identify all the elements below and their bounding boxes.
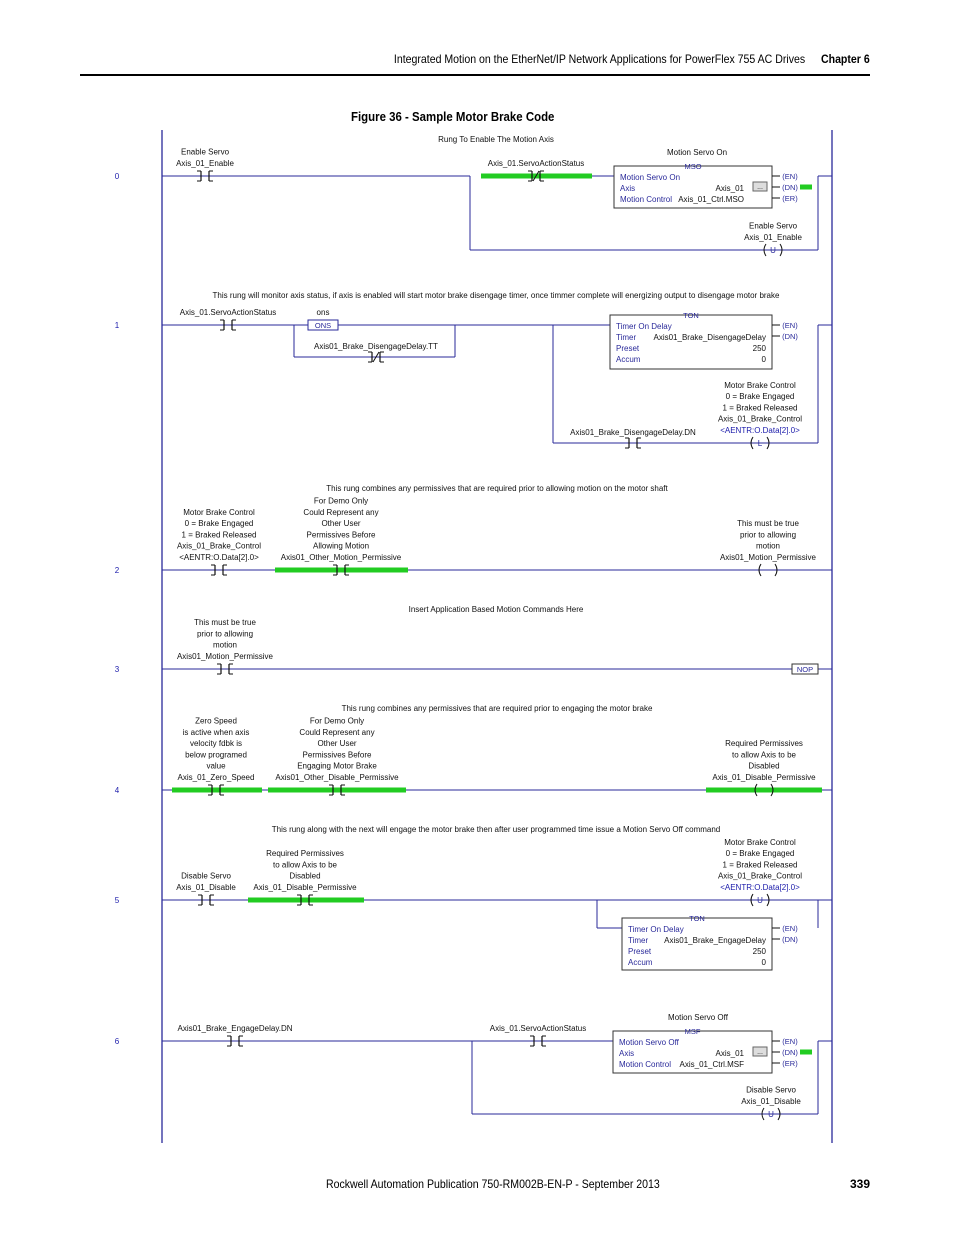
browse-ellipsis: ... <box>757 1049 763 1056</box>
nop-label: NOP <box>796 665 814 674</box>
contact-description: Engaging Motor Brake <box>297 761 377 771</box>
block-output-en: (EN) <box>782 1037 798 1046</box>
contact-description: Permissives Before <box>302 750 372 760</box>
contact-description: 1 = Braked Released <box>181 530 257 540</box>
footer-publication: Rockwell Automation Publication 750-RM002B-EN-P - September 2013 <box>326 1177 660 1191</box>
contact-description: Could Represent any <box>299 727 375 737</box>
coil-description: This must be true <box>737 519 799 529</box>
coil-description: 1 = Braked Released <box>722 860 798 870</box>
block-type: TON <box>689 914 705 923</box>
rung-number: 3 <box>114 665 120 674</box>
coil-tag: Axis01_Motion_Permissive <box>719 553 817 562</box>
block-output-er: (ER) <box>782 194 798 203</box>
contact-tag: Axis01_Motion_Permissive <box>176 652 274 661</box>
rung-comment: This rung will monitor axis status, if axis is enabled will start motor brake disengage timer, once timmer complete will energizing output to disengage motor brake <box>212 291 780 300</box>
contact-description: 0 = Brake Engaged <box>184 519 254 529</box>
block-param-value: 250 <box>752 947 766 956</box>
rung-number: 4 <box>114 786 120 795</box>
block-param-name: Motion Control <box>619 1060 672 1069</box>
coil-tag: Axis_01_Enable <box>744 233 802 242</box>
rung-number: 0 <box>114 172 120 181</box>
contact-tag: Axis01_Other_Motion_Permissive <box>280 553 402 562</box>
rung-number: 5 <box>114 896 120 905</box>
page-number: 339 <box>849 1177 870 1191</box>
header-title: Integrated Motion on the EtherNet/IP Network Applications for PowerFlex 755 AC Drives <box>394 52 806 66</box>
contact-tag: Axis_01_Disable_Permissive <box>253 883 357 892</box>
block-param-value: Axis_01_Ctrl.MSO <box>678 195 744 204</box>
rung-number: 1 <box>114 321 120 330</box>
browse-ellipsis: ... <box>757 184 763 191</box>
contact-description: value <box>206 761 226 771</box>
block-name: Timer On Delay <box>628 925 684 934</box>
contact-tag: Axis_01_Enable <box>176 159 234 168</box>
coil-description: 1 = Braked Released <box>722 403 798 413</box>
contact-description: This must be true <box>194 618 256 628</box>
block-output-en: (EN) <box>782 172 798 181</box>
block-param-name: Motion Control <box>620 195 673 204</box>
block-param-value: Axis_01_Ctrl.MSF <box>679 1060 744 1069</box>
block-description: Motion Servo On <box>666 148 728 157</box>
contact-description: Zero Speed <box>195 716 237 726</box>
block-output-en: (EN) <box>782 321 798 330</box>
contact-tag: ons <box>316 308 330 317</box>
coil-description: motion <box>755 541 781 551</box>
energized-output <box>800 1050 812 1055</box>
block-param-value: Axis_01 <box>715 1049 744 1058</box>
contact-description: Required Permissives <box>266 849 344 859</box>
block-output-er: (ER) <box>782 1059 798 1068</box>
ons-label: ONS <box>314 321 332 330</box>
block-type: TON <box>683 311 699 320</box>
energized-highlight <box>268 788 406 793</box>
block-param-value: 250 <box>752 344 766 353</box>
block-name: Timer On Delay <box>616 322 672 331</box>
coil-description: Axis_01_Brake_Control <box>717 414 803 424</box>
contact-description: to allow Axis to be <box>272 860 338 870</box>
coil-description: Enable Servo <box>748 221 798 231</box>
coil-tag: Axis_01_Disable_Permissive <box>712 773 816 782</box>
coil-symbol: U <box>768 1110 774 1119</box>
block-param-name: Timer <box>616 333 637 342</box>
contact-description: is active when axis <box>182 727 250 737</box>
contact-tag: <AENTR:O.Data[2].0> <box>179 553 259 562</box>
block-type: MSO <box>684 162 702 171</box>
block-name: Motion Servo Off <box>619 1038 679 1047</box>
rung-comment: This rung combines any permissives that are required prior to engaging the motor brake <box>341 704 653 713</box>
contact-description: motion <box>212 640 238 650</box>
block-param-value: Axis01_Brake_DisengageDelay <box>653 333 766 342</box>
contact-description: Other User <box>321 519 361 529</box>
block-param-name: Accum <box>616 355 641 364</box>
coil-description: Axis_01_Brake_Control <box>717 871 803 881</box>
block-param-value: 0 <box>761 958 766 967</box>
contact-description: For Demo Only <box>309 716 365 726</box>
header-chapter: Chapter 6 <box>821 52 870 66</box>
block-output-dn: (DN) <box>782 1048 798 1057</box>
block-description: Motion Servo Off <box>668 1013 728 1022</box>
contact-description: Disabled <box>289 871 321 881</box>
rung-number: 6 <box>114 1037 120 1046</box>
contact-tag: Axis_01.ServoActionStatus <box>179 308 277 317</box>
energized-output <box>800 185 812 190</box>
contact-description: Permissives Before <box>306 530 376 540</box>
block-param-name: Accum <box>628 958 653 967</box>
rung-number: 2 <box>114 566 120 575</box>
rung-comment: Rung To Enable The Motion Axis <box>438 135 554 144</box>
coil-symbol: L <box>757 439 763 448</box>
coil-description: prior to allowing <box>739 530 797 540</box>
block-param-name: Axis <box>620 184 636 193</box>
coil-description: to allow Axis to be <box>731 750 797 760</box>
block-output-dn: (DN) <box>782 332 798 341</box>
contact-description: velocity fdbk is <box>189 739 243 749</box>
coil-description: Disabled <box>748 761 780 771</box>
contact-tag: Axis01_Brake_EngageDelay.DN <box>177 1024 293 1033</box>
contact-description: below programed <box>185 750 247 760</box>
contact-tag: Axis_01_Disable <box>176 883 236 892</box>
block-output-dn: (DN) <box>782 183 798 192</box>
block-output-dn: (DN) <box>782 935 798 944</box>
coil-tag: <AENTR:O.Data[2].0> <box>720 883 800 892</box>
coil-symbol: U <box>770 246 776 255</box>
block-param-value: 0 <box>761 355 766 364</box>
coil-tag: Axis_01_Disable <box>741 1097 801 1106</box>
contact-description: Could Represent any <box>303 507 379 517</box>
rung-comment: This rung combines any permissives that are required prior to allowing motion on the motor shaft <box>326 484 668 493</box>
block-param-name: Preset <box>628 947 652 956</box>
contact-tag: Axis_01.ServoActionStatus <box>487 159 585 168</box>
contact-description: Allowing Motion <box>312 541 370 551</box>
block-type: MSF <box>684 1027 701 1036</box>
contact-description: prior to allowing <box>196 629 254 639</box>
block-name: Motion Servo On <box>620 173 681 182</box>
block-param-name: Preset <box>616 344 640 353</box>
coil-description: Required Permissives <box>725 739 803 749</box>
block-param-name: Axis <box>619 1049 635 1058</box>
coil-symbol: U <box>757 896 763 905</box>
coil-description: Disable Servo <box>746 1085 796 1095</box>
energized-highlight <box>172 788 262 793</box>
coil-description: 0 = Brake Engaged <box>725 849 795 859</box>
energized-highlight <box>248 898 364 903</box>
contact-tag: Axis01_Brake_DisengageDelay.TT <box>314 342 438 351</box>
contact-description: For Demo Only <box>313 496 369 506</box>
contact-tag: Axis01_Other_Disable_Permissive <box>275 773 399 782</box>
coil-description: Motor Brake Control <box>724 837 796 847</box>
coil-description: Motor Brake Control <box>724 380 796 390</box>
contact-description: Axis_01_Brake_Control <box>176 541 262 551</box>
contact-description: Disable Servo <box>181 871 231 881</box>
contact-tag: Axis_01.ServoActionStatus <box>489 1024 587 1033</box>
coil-description: 0 = Brake Engaged <box>725 392 795 402</box>
block-param-value: Axis01_Brake_EngageDelay <box>664 936 766 945</box>
figure-title: Figure 36 - Sample Motor Brake Code <box>351 109 555 124</box>
block-output-en: (EN) <box>782 924 798 933</box>
contact-description: Enable Servo <box>180 147 230 157</box>
contact-description: Motor Brake Control <box>183 507 255 517</box>
energized-highlight <box>706 788 822 793</box>
rung-comment: Insert Application Based Motion Commands Here <box>408 605 584 614</box>
contact-description: Other User <box>317 739 357 749</box>
block-param-value: Axis_01 <box>715 184 744 193</box>
block-param-name: Timer <box>628 936 649 945</box>
rung-comment: This rung along with the next will engage the motor brake then after user programmed time issue a Motion Servo Off command <box>271 825 721 834</box>
energized-highlight <box>275 568 408 573</box>
coil-tag: <AENTR:O.Data[2].0> <box>720 426 800 435</box>
contact-tag: Axis_01_Zero_Speed <box>177 773 255 782</box>
contact-tag: Axis01_Brake_DisengageDelay.DN <box>570 428 696 437</box>
